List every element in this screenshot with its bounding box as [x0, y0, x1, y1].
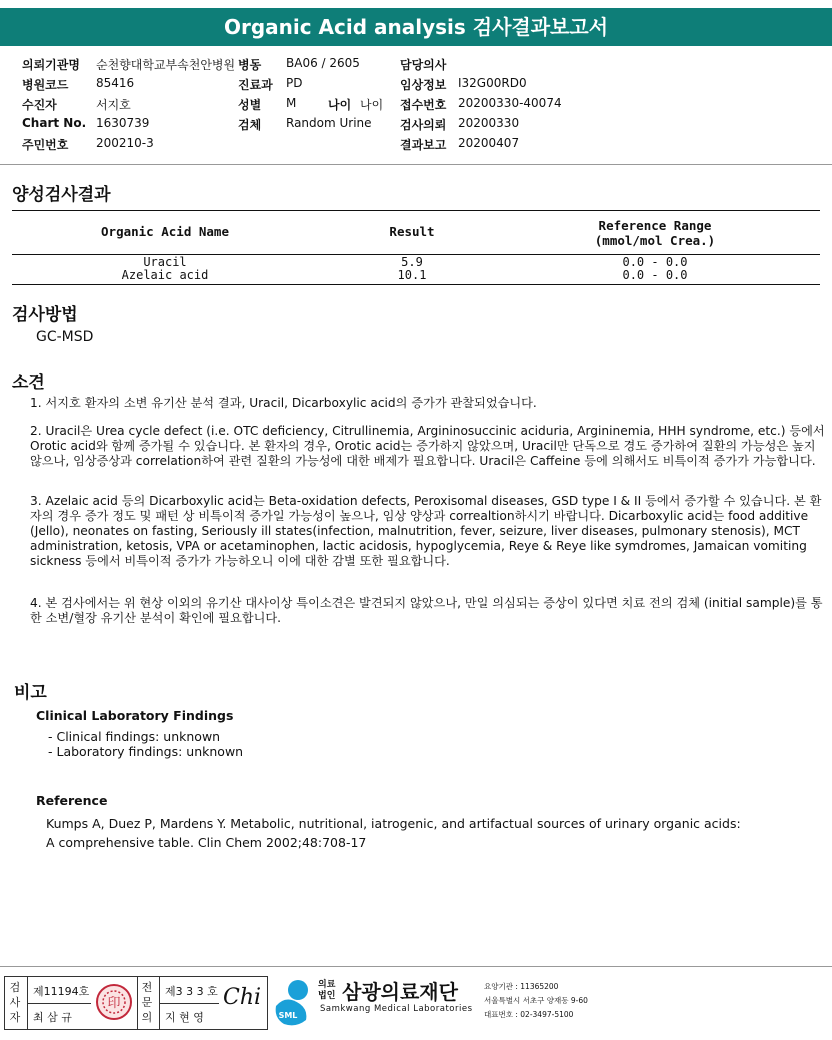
col-reference-range-line1: Reference Range	[598, 218, 712, 233]
finding-1-text: 1. 서지호 환자의 소변 유기산 분석 결과, Uracil, Dicarboxylic acid의 증가가 관찰되었습니다.	[30, 396, 537, 410]
info-col3	[400, 56, 562, 156]
label-specimen: 검체	[238, 118, 262, 132]
clinical-findings-item: - Clinical findings: unknown	[48, 729, 221, 744]
label-department: 진료과	[238, 78, 273, 92]
table-top-rule	[12, 210, 820, 211]
value-patient: 서지호	[96, 98, 131, 112]
report-title: Organic Acid analysis 검사결과보고서	[0, 8, 832, 46]
reference-line-2: A comprehensive table. Clin Chem 2002;48:708-17	[46, 835, 367, 850]
org-address: 서울특별시 서초구 양재동 9-60	[484, 996, 588, 1005]
finding-4	[30, 596, 825, 626]
label-request-date: 검사의뢰	[400, 118, 447, 132]
label-requester: 의뢰기관명	[22, 58, 80, 72]
org-prefix-1: 의료	[318, 980, 336, 990]
table-row	[540, 256, 770, 282]
finding-3-text: 3. Azelaic acid 등의 Dicarboxylic acid는 Beta-oxidation defects, Peroxisomal diseases, GSD type I & II 등에서 증가할 수 있습니다. 본 환자의 경우 증가 정도 및 패턴 상 비특이적 증가일 가능성이 높으나, 임상 양상과 correaltion하시기 바랍니다. Dicarboxylic acid는 food additive (Jello), neonates on fasting, Seriously ill states(infection, malnutrition, fever, seizure, liver diseases, pulmonary stenosis), MCT administration, ketosis, VPA or acetaminophen, lactic acidosis, hypoglycemia, Reye & Reye like symdromes, Jamaican vomiting sickness 등에서 비특이적 증가가 가능하오니 이에 대한 감별 또한 필요합니다.	[30, 494, 822, 568]
specialist-name: 지 현 영	[165, 1011, 204, 1024]
box-divider	[27, 1003, 91, 1004]
seal-stamp	[95, 983, 133, 1021]
org-english-name: Samkwang Medical Laboratories	[320, 1004, 473, 1014]
box-divider	[159, 1003, 219, 1004]
label-hospital-code: 병원코드	[22, 78, 69, 92]
header-divider	[0, 164, 832, 165]
label-doctor: 담당의사	[400, 58, 447, 72]
tester-license-no: 제11194호	[33, 985, 90, 998]
row-azelaic-name: Azelaic acid	[121, 268, 209, 282]
finding-2-text: 2. Uracil은 Urea cycle defect (i.e. OTC deficiency, Citrullinemia, Argininosuccinic aciduria, Argininemia, HHH syndrome, etc.) 등에서 Orotic acid와 함께 증가될 수 있습니다. 본 환자의 경우, Orotic acid는 증가하지 않았으며, Uracil만 단독으로 경도 증가하여 질환의 가능성은 높지 않으나, 임상증상과 correlation하여 관련 질환의 가능성에 대한 배제가 필요합니다. Uracil은 Caffeine 등에 의해서도 비특이적 증가가 가능합니다.	[30, 424, 825, 468]
label-clinical-info: 임상정보	[400, 78, 447, 92]
label-receipt-no: 접수번호	[400, 98, 447, 112]
info-col1	[22, 56, 236, 156]
row-uracil-ref: 0.0 - 0.0	[622, 255, 688, 269]
method-heading: 검사방법	[12, 305, 78, 325]
value-department: PD	[286, 76, 303, 90]
value-request-date: 20200330	[458, 116, 520, 130]
value-ward: BA06 / 2605	[286, 56, 360, 70]
tester-name: 최 삼 규	[33, 1011, 72, 1024]
col-organic-acid-name: Organic Acid Name	[101, 224, 229, 239]
seal-text: 印	[107, 996, 121, 1011]
org-phone: 대표번호 : 02-3497-5100	[484, 1010, 574, 1019]
col-result: Result	[389, 224, 435, 239]
footer-divider	[0, 966, 832, 967]
value-requester: 순천향대학교부속천안병원	[96, 58, 236, 72]
tester-label: 검사자	[9, 981, 21, 1024]
label-report-date: 결과보고	[400, 138, 447, 152]
label-age: 나이	[328, 98, 352, 112]
box-divider	[137, 977, 138, 1029]
value-sex: M	[286, 96, 297, 110]
finding-2	[30, 424, 825, 469]
label-resident-no: 주민번호	[22, 138, 69, 152]
reference-text	[46, 814, 826, 852]
table-row	[60, 256, 270, 282]
sml-logo-icon	[270, 976, 314, 1028]
logo-text: SML	[278, 1011, 298, 1020]
reference-title: Reference	[36, 793, 108, 808]
laboratory-findings-item: - Laboratory findings: unknown	[48, 744, 244, 759]
col-reference-range-line2: (mmol/mol Crea.)	[594, 233, 716, 248]
findings-heading: 소견	[12, 373, 45, 393]
finding-4-text: 4. 본 검사에서는 위 현상 이외의 유기산 대사이상 특이소견은 발견되지 않았으나, 만일 의심되는 증상이 있다면 치료 전의 검체 (initial sample)를 통한 소변/혈장 유기산 분석이 확인에 필요합니다.	[30, 596, 823, 625]
finding-1	[30, 396, 825, 411]
org-name: 삼광의료재단	[342, 980, 458, 1004]
clinical-findings-list	[48, 729, 243, 759]
signature: Chi	[223, 985, 262, 1010]
finding-3	[30, 494, 825, 569]
label-patient: 수진자	[22, 98, 57, 112]
row-uracil-result: 5.9	[401, 255, 423, 269]
row-uracil-name: Uracil	[143, 255, 187, 269]
table-bottom-rule	[12, 284, 820, 285]
org-contact	[484, 980, 588, 1022]
reference-line-1: Kumps A, Duez P, Mardens Y. Metabolic, nutritional, iatrogenic, and artifactual sources of urinary organic acids:	[46, 816, 741, 831]
positive-heading: 양성검사결과	[12, 185, 111, 205]
specialist-license-no: 제3 3 3 호	[165, 985, 218, 998]
label-chart-no: Chart No.	[22, 116, 87, 130]
value-resident-no: 200210-3	[96, 136, 154, 150]
value-clinical-info: I32G00RD0	[458, 76, 527, 90]
org-prefix	[318, 980, 335, 1002]
row-azelaic-result: 10.1	[397, 268, 427, 282]
table-row	[352, 256, 472, 282]
label-ward: 병동	[238, 58, 262, 72]
col-reference-range	[540, 218, 770, 248]
info-col2	[238, 56, 384, 136]
value-age: 나이	[360, 98, 384, 112]
signature-box	[4, 976, 268, 1030]
value-receipt-no: 20200330-40074	[458, 96, 562, 110]
value-chart-no: 1630739	[96, 116, 150, 130]
value-report-date: 20200407	[458, 136, 520, 150]
specialist-label: 전문의	[141, 981, 153, 1024]
row-azelaic-ref: 0.0 - 0.0	[622, 268, 688, 282]
org-code: 요양기관 : 11365200	[484, 982, 559, 991]
remarks-heading: 비고	[14, 683, 47, 703]
method-value: GC-MSD	[36, 329, 94, 345]
value-specimen: Random Urine	[286, 116, 372, 130]
org-prefix-2: 법인	[318, 991, 336, 1001]
value-hospital-code: 85416	[96, 76, 135, 90]
label-sex: 성별	[238, 98, 262, 112]
clinical-findings-title: Clinical Laboratory Findings	[36, 708, 234, 723]
